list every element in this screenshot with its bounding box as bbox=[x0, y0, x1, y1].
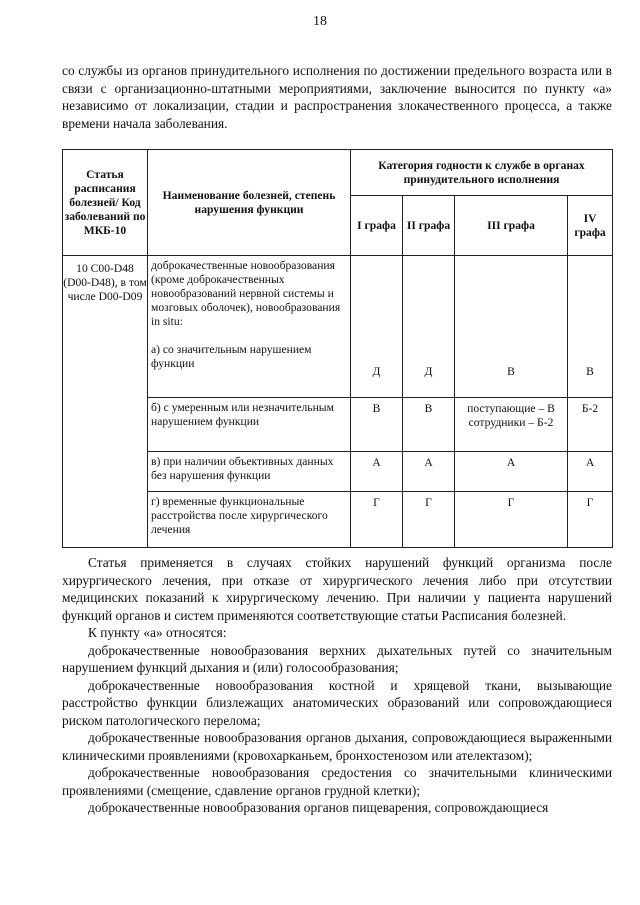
grade-cell: А bbox=[568, 452, 613, 492]
paragraph: доброкачественные новообразования органов дыхания, сопровождающиеся выраженными клиническими проявлениями (кровохарканьем, бронхостенозом или ателектазом); bbox=[62, 730, 612, 763]
grade-cell: В bbox=[568, 256, 613, 398]
page-number: 18 bbox=[313, 14, 327, 29]
grade-cell: А bbox=[455, 452, 568, 492]
table-row bbox=[148, 256, 351, 398]
header-category: Категория годности к службе в органах принудительного исполнения bbox=[351, 150, 613, 196]
header-graph-3: III графа bbox=[455, 196, 568, 256]
grade-cell: А bbox=[351, 452, 403, 492]
grade-cell: Б-2 bbox=[568, 398, 613, 452]
row-name: г) временные функциональные расстройства после хирургического лечения bbox=[148, 492, 351, 548]
header-graph-2: II графа bbox=[403, 196, 455, 256]
header-disease: Наименование болезней, степень нарушения функции bbox=[148, 150, 351, 256]
intro-text: со службы из органов принудительного исполнения по достижении предельного возраста или в связи с организационно-штатными мероприятиями, заключение выносится по пункту «а» независимо от локализации, стадии и распространения злокачественного процесса, а также времени начала заболевания. bbox=[62, 63, 612, 131]
article-code: 10 C00-D48 (D00-D48), в том числе D00-D09 bbox=[63, 256, 148, 548]
paragraph: К пункту «а» относятся: bbox=[88, 625, 227, 640]
grade-cell: Д bbox=[351, 256, 403, 398]
header-graph-4: IV графа bbox=[568, 196, 613, 256]
paragraph: доброкачественные новообразования верхних дыхательных путей со значительным нарушением функций дыхания и (или) голосообразования; bbox=[62, 642, 612, 675]
row-name: в) при наличии объективных данных без нарушения функции bbox=[148, 452, 351, 492]
grade-cell: Д bbox=[403, 256, 455, 398]
fitness-table bbox=[62, 149, 613, 548]
grade-cell: В bbox=[455, 256, 568, 398]
row-name: а) со значительным нарушением функции bbox=[151, 343, 312, 370]
intro-list-text: доброкачественные новообразования (кроме доброкачественных новообразований нервной системы и мозговых оболочек), новообразования in situ: bbox=[151, 259, 341, 328]
grade-cell: Г bbox=[568, 492, 613, 548]
grade-cell: поступающие – В сотрудники – Б-2 bbox=[455, 398, 568, 452]
grade-cell: Г bbox=[455, 492, 568, 548]
grade-cell: А bbox=[403, 452, 455, 492]
grade-cell: Г bbox=[403, 492, 455, 548]
grade-cell: В bbox=[403, 398, 455, 452]
paragraph: Статья применяется в случаях стойких нарушений функций организма после хирургического лечения, при отказе от хирургического лечения либо при отсутствии медицинских показаний к хирургическому лечению. При наличии у пациента нарушений функций органов и систем применяются соответствующие статьи Расписания болезней. bbox=[62, 555, 612, 623]
grade-cell: В bbox=[351, 398, 403, 452]
paragraph: доброкачественные новообразования костной и хрящевой ткани, вызывающие расстройство функции близлежащих анатомических образований или сопровождающиеся риском патологического перелома; bbox=[62, 677, 612, 728]
header-article: Статья расписания болезней/ Код заболеваний по МКБ-10 bbox=[63, 150, 148, 256]
row-name: б) с умеренным или незначительным нарушением функции bbox=[148, 398, 351, 452]
paragraph: доброкачественные новообразования органов пищеварения, сопровождающиеся bbox=[88, 800, 549, 815]
header-graph-1: I графа bbox=[351, 196, 403, 256]
intro-paragraph bbox=[62, 62, 612, 132]
body-text bbox=[62, 554, 612, 817]
paragraph: доброкачественные новообразования средостения со значительными клиническими проявлениями (смещение, сдавление органов грудной клетки); bbox=[62, 765, 612, 798]
grade-cell: Г bbox=[351, 492, 403, 548]
